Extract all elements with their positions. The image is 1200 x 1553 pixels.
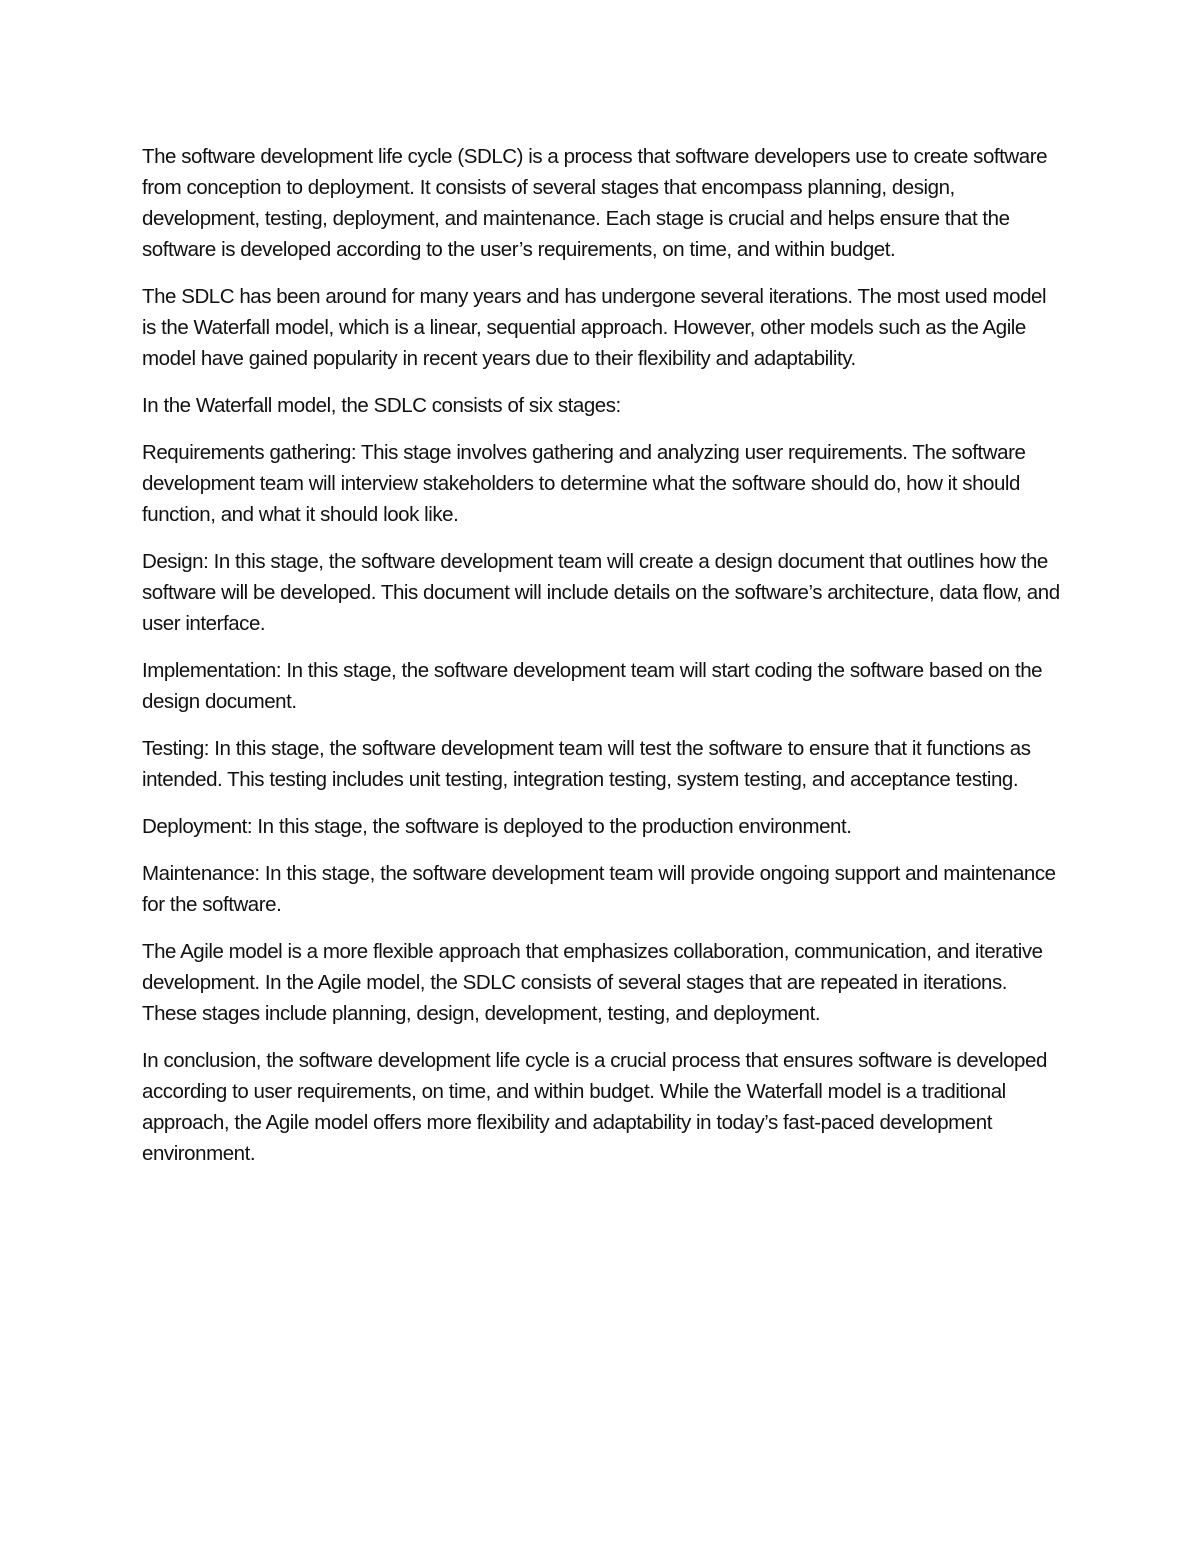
paragraph-implementation: Implementation: In this stage, the software development team will start coding the software based on the design document. (142, 659, 1043, 713)
paragraph-requirements-gathering: Requirements gathering: This stage involves gathering and analyzing user requirements. The software development team will interview stakeholders to determine what the software should do, how it should function, and what it should look like. (142, 441, 1026, 526)
paragraph-agile-model: The Agile model is a more flexible approach that emphasizes collaboration, communication, and iterative development. In the Agile model, the SDLC consists of several stages that are repeated in iterations. These stages include planning, design, development, testing, and deployment. (142, 940, 1043, 1025)
paragraph-sdlc-history: The SDLC has been around for many years and has undergone several iterations. The most used model is the Waterfall model, which is a linear, sequential approach. However, other models such as the Agile model have gained popularity in recent years due to their flexibility and adaptability. (142, 285, 1047, 370)
paragraph-maintenance: Maintenance: In this stage, the software development team will provide ongoing support and maintenance for the software. (142, 862, 1056, 916)
paragraph-deployment: Deployment: In this stage, the software is deployed to the production environment. (142, 815, 852, 838)
paragraph-testing: Testing: In this stage, the software development team will test the software to ensure that it functions as intended. This testing includes unit testing, integration testing, system testing, and acceptance testing. (142, 737, 1031, 791)
paragraph-conclusion: In conclusion, the software development life cycle is a crucial process that ensures software is developed according to user requirements, on time, and within budget. While the Waterfall model is a traditional approach, the Agile model offers more flexibility and adaptability in today’s fast-paced development environment. (142, 1049, 1047, 1165)
paragraph-design: Design: In this stage, the software development team will create a design document that outlines how the software will be developed. This document will include details on the software’s architecture, data flow, and user interface. (142, 550, 1060, 635)
paragraph-sdlc-intro: The software development life cycle (SDLC) is a process that software developers use to create software from conception to deployment. It consists of several stages that encompass planning, design, development, testing, deployment, and maintenance. Each stage is crucial and helps ensure that the software is developed according to the user’s requirements, on time, and within budget. (142, 145, 1048, 261)
paragraph-waterfall-intro: In the Waterfall model, the SDLC consists of six stages: (142, 394, 621, 417)
document-body (142, 141, 1062, 1185)
